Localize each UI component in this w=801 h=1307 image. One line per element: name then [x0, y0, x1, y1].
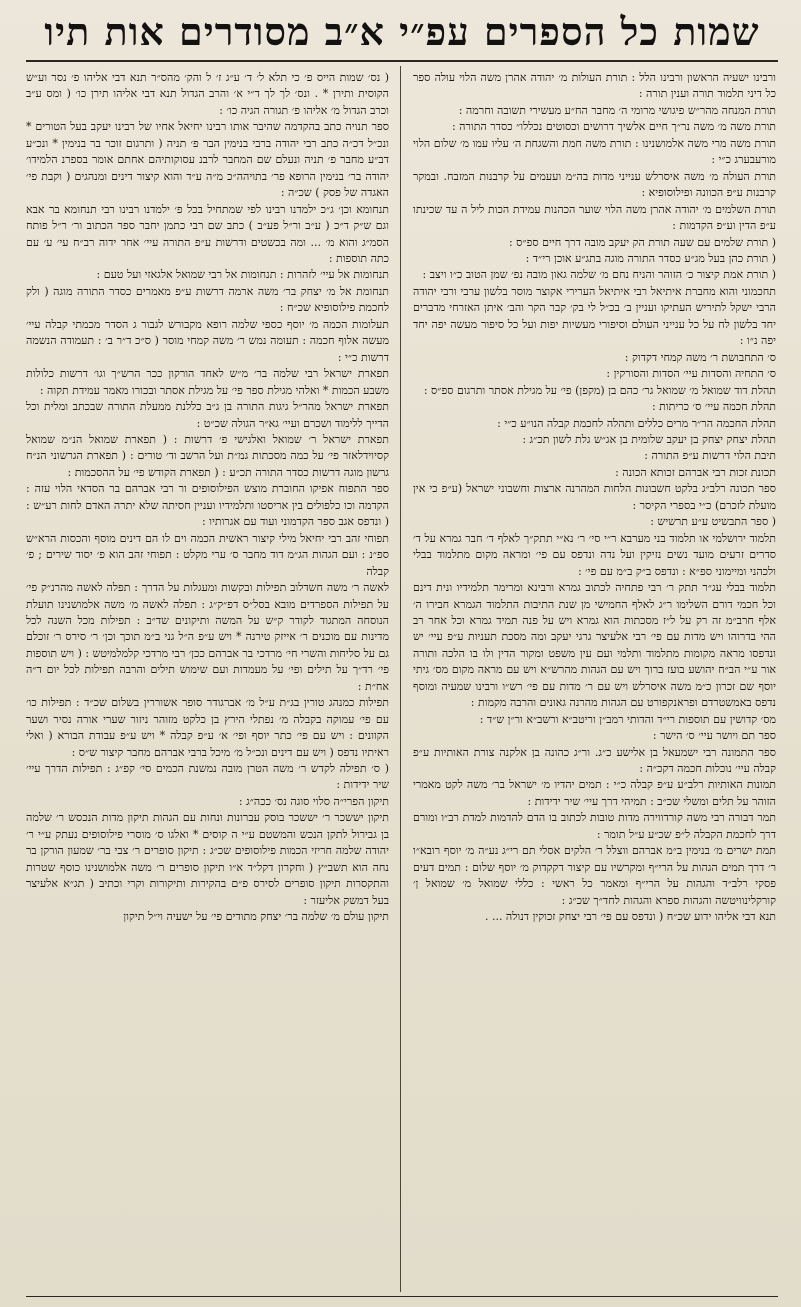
entry: ( תורת שלמים עם שעה תורת הק יעקב מובה דרך חיים ספ״ס : [508, 235, 776, 249]
entry: ספר תם ויושר עיי׳ ס׳ הישר : [652, 729, 776, 743]
entry: ס׳ התחיה והסדות עיי׳ הסדות והסורקין : [606, 367, 776, 381]
entry: ספר התפוח אפיקו החוברת מוצש הפילוסופים ור רבי אברהם בר הסדאי הלוי עזה : הקדמה וכו כלפולים בין אריסטו ותלמידיו ועניין חסיתה שלא יתרה האדם לחות רע״ש : ( ונדפס אגב ספר הקדמוני ועוד עם אגרותיו : [26, 482, 389, 529]
entry: תיקון יששכר ר׳ יששכר בוסק עברונות ונחות עם הגהות תיקון מדות הנכסש ר׳ שלמה בן גבירול לתקן הנכש והמשטם ע״י ה קוסים * ואלגו ס׳ מוסרי פילוסופים נעתק ע״י ר׳ יהודה שלמה חריזי הכמות פילוסופים שכ״ג : תיקון סופרים ר׳ צבי בר׳ שמעון הורקן בר נחה הוא תשב״ץ ( וחקרון דקל״ד א״ו תיקון סופרים ר׳ משה אלמושנינו כוסף שטרות והתקסרות תיקון סופרים לסירס פ״ם בהקירות ותיקורות וקרי וכתיב ( תג״א אלעיצר בעל דמשק אליעזר : [26, 811, 389, 907]
entry: תפילות כמנהג טורין בג״ת ע״ל מ׳ אברגודר סופר אשוררין בשלום שכ״ד : תפילות כו׳ עם פי׳ עמוקה בקבלה מ׳ נפתלי הירץ בן כלקט מזוהר ניזור שערי אורה נסיר ושער הקוונים : ויש עם פי׳ כתר יוסף ופי׳ א׳ ע״פ קבלה * ויש ע״פ עבודת הבורא ( ואלי ראיתיו נדפס ( ויש עם דינים ונכ״ל מ׳ מיכל ברבי אברהם מחבר קיצור ש״ס : [26, 696, 389, 759]
header-rule [26, 60, 778, 62]
entry: תורת השלמים מ׳ יהודה אהרן משה הלוי שוער הכהנות עמידת הכות ליל ה עד שכינתו ע״פ הדין וע״פ הקדמות : [413, 202, 776, 233]
entry: תהלת דוד שמואל מ׳ שמואל גר׳ כהם בן (מקפן) פי׳ על מגילת אסתר ותרגום ספ״ס : [423, 383, 776, 397]
entry: תכונת זכות רבי אברהם זכותא הכונה : [615, 465, 776, 479]
entry: ( תורת אמת קיצור כ׳ הזוהר והניח נחם מ׳ שלמה גאון מובה נפ׳ שמן הטוב כ״ו ויצב : [422, 268, 776, 282]
entry: תחכמוני והוא מחברת איתיאל רבי איתיאל הערירי אקוצר מוסר בלשון ערבי ורבי יהודה הרבי ישקל לתיריש העתיקו ועניין ב׳ בכ״ל לי בק׳ קבר הקר והב׳ איתן האזרחי מדברים יחד בלשון לח על כל ענייני העולם וסיפורי מעשיות יפות ועל כל סיפור מעשה יפה יחד יפה נ״ו : [413, 284, 776, 348]
entry: תיקון הפרי״ה סלוי סוגה נס׳ ככה״ג : [238, 794, 389, 808]
entry: תורת משה מ׳ משה נר״ך חיים אלשיך דרושים וכסוטים נכללו״ כסדר התורה : [451, 120, 776, 134]
entry: תלמוד ירושלמי או תלמוד בני מערבא ר״י סי׳ ר׳ נא״י תתק״ך לאלף ד׳ חבר גמרא על ד׳ סדרים זרעים מועד נשים נזיקין ועל נדה ונדפס עם פי׳ ומראה מקום מתלמוד בבלי ולכהני ומיימוני ספ״א : ונדפס ב״ק ב״מ עם פי׳ : [413, 531, 776, 578]
entry: ספר תכונה רלב״ג בלקט חשבונות הלחות המהרנה ארצות וחשבוני ישראל (ע״פ כי אין מועלת לזכרם) כ״י בספרי הקיסר : [413, 482, 776, 512]
entry: תיבת הלוי דרשות ע״פ התורה : [644, 449, 776, 463]
entry: תמונות האותיות רלב״ע ע״פ קבלה כ״י : תמים יהדיו מ׳ ישראל בר׳ משה לקט מאמרי הזוהר על תלים ומשלי שכ״ב : תמיהי דרך עיי׳ שיר ידידות : [413, 778, 776, 808]
entry: תהלת חכמה עיי׳ ס׳ כריתות : [651, 400, 776, 414]
entry: ( נס׳ שמות הייס פ׳ כי תלא ל׳ ד׳ ע״ג ז׳ ל והק׳ מהס״ר תנא דבי אליהו פ׳ נסר וע״ש הקוסית ותירן * . ונס׳ לך לך ד״י א׳ והרב הגדול תנא דבי אליהו תירן כו׳ ( ומס ע״ב וכרב הגדול מ׳ אליהו פ׳ תגורה הגיה כו׳ : [26, 71, 389, 117]
entry: תהלת יצחק יצחק בן יעקב שלומית בן אג״ש גלת לשון תכ״ג : [522, 432, 776, 446]
left-column [26, 70, 389, 1292]
entry: תיקון עולם מ׳ שלמה בר׳ יצחק מתודים פי׳ על ישעיה וי״ל תיקון [123, 910, 389, 924]
entry: תנא דבי אליהו ידוע שכ״ח ( ונדפס עם פי׳ רבי יצחק זכוקין דנולה ... . [484, 910, 776, 924]
entry: לאשה ר׳ משה חשדלוב תפילות ובקשות ומעגלות על הדרך : תפלה לאשה מהרנ״ק פי׳ על תפילות הספרדים מובא בסל״ס דפ״ק״ג : תפלה לאשה מ׳ משה אלמושנינו תועלת הנוסחה המתגוד לקודר ק״ש על המשה ותיקונים שד״ב : תפילות מכל השנה לכל מדינות עם מוכנים ר׳ אייזק טירנה * ויש ע״פ ה״ל גני ב״מ תוכך וכן׳ ר׳ סירס ר׳ זוכלם גם על סליחות והשרי חי׳ מרדכי בר אברהם ככן׳ רבי מרדכי קלמלמיטש : ( ויש תוספות פי׳ רד״ך על תילים ופי׳ על מעמדות ועם שימוש תילים והרבה תפילות לכל יום ד״ה אח״ת : [26, 581, 389, 693]
entry: תמת ישרים מ׳ בנימין ב״מ אברהם ווצלל ר׳ הלקים אסלי תם רי״ג נע״ה מ׳ יוסף רובא״ו ר׳ דרך תמים הגהות על הרי״ף ומקרשיו עם קיצור דקקדוק מ׳ יוסף שלום : תמים דעים פסקי רלב״ד והגהות על הרי״ף ומאמר כל ראשי : כללי שמואל מ׳ שמואל ן׳ קורקלינוויטשה והגהות ספרא והגהות לחד״ך שכ״ג : [413, 844, 776, 907]
right-column [413, 70, 776, 1292]
entry: ס׳ התחבושת ר׳ משה קמחי דקדוק : [624, 350, 776, 364]
entry: ספר התמונה רבי ישמעאל בן אלישע כ״ג. ור״ג כהונה בן אלקנה צורת האותיות ע״פ קבלה עיי׳ נוכלות חכמה דקכ״ה : [413, 745, 776, 776]
entry: מס׳ קדושין עם תוספות רי״ד והדותי רמב״ן וריטב״א ורשב״א ור״ן ש״ד : [479, 712, 776, 726]
entry: תפארת ישראל רבי שלמה בר׳ מ״ש לאחד הורקון ככר הרש״ך וגו׳ דרשות כלולות משבע הכמות * ואלהי מגילת ספר פי׳ על מגילת אסתר ובכורו מאמר עמידת תקוה : [26, 367, 389, 397]
entry: תפוחי זהב רבי יחיאל מילי קיצור ראשית הכמה וים לו הם דינים מוסף והכסות הרא״ש ספ״נ : ועם הגהות הג״מ דוד מחבר ס׳ ערי מקלט : תפוחי זהב הוא פ׳ יסוד שירים ; פ׳ קבלה [26, 531, 389, 578]
entry: ( ספר התבשיט ע״ע תרשיש : [650, 515, 776, 529]
entry: תורת העולה מ׳ משה איסרלש ענייני מדות בה״מ ועעמים על קרבנות המזבח. ובמקר קרבנות ע״פ הכוונה ופילוסופיא : [413, 169, 776, 200]
entry: תהלת החכמה הר״ר מרים כללים ותהלה לחכמת קבלה הנו״ע כ״י : [497, 416, 776, 430]
entry: תנחומא וכן׳ ג״כ ילמדנו רבינו לפי שמתחיל בכל פ׳ ילמדנו רבינו רבי תנחומא בר אבא וגם ש״ק ד״כ ( ע״ב ור״ל פע״ב ) כתב שם רבי כתמן יחבר ספר הכתוב ור׳ ר״ל פותח הסמ״ג והוא מ׳ ... ומה בכשטים ודרשות ע״פ התורה עיי׳ אחר ידוה רב״ח עי׳ ע׳ עם כתה תוספות : [26, 202, 389, 265]
entry: תפארת ישראל ר׳ שמואל ואלגישי פ׳ דרשות : ( תפארת שמואל הנ״מ שמואל קסיוידלאזר פי׳ על כמה מסכתות גמ״ת ועל הרשב וד׳ טורים : ( תפארת הגרשוני הנ״ח גרשון מוגה דרשות כסדר התורה תכ״ע : ( תפארת הקודש פי׳ על ההסכמות : [26, 432, 389, 479]
entry: תעלומות הכמה מ׳ יוסף כספי שלמה רופא מקבורש לגבור ג הסדר מכמתי קבלה עיי׳ מעשה אלוף חכמה : תעומה נמש ר׳ משה קמחי מוסר ( ס״כ ד״ר ב׳ : תעמודה הנשמה דרשות כ״י : [26, 317, 389, 364]
entry: ורבינו ישעיה הראשון ורבינו הלל : תורת העולות מ׳ יהודה אהרן משה הלוי עולה ספר כל דיני תלמוד תורה וענין תורה : [413, 71, 776, 101]
entry: תנחומת אל מ׳ יצחק בר׳ משה ארמה דרשות ע״פ מאמרים כסדר התורה מוגה ( ולק לחכמת פילוסופיא שכ״ח : [26, 284, 389, 315]
entry: ספר תנויה כתב בהקדמה שהיבר אותו רבינו יחיאל אחיו של רבינו יעקב בעל הטורים * ונכ״ל דכ״ה כתב רבי יהודה ברבי בנימין הבר פ׳ תניה ( ותרגום זוכר בר בנימין * ונכ״ע דב״ע מחבר פ׳ תניה ונעלם שם המחבר לרבנ עסוקותיהם אחתם אומר בספרנ הלמידו׳ יהודה בר׳ בנימין הרופא פר׳ בתויהה״כ מ״ה ע״ד והוא קיצור דינים ומנהגים ( וקבת פי׳ האגדה של פסק ) שכ״ה : [26, 120, 389, 200]
entry: תפארת ישראל מהר״ל גיגות התורה בן ג״ב כללנת ממעלת התורה שבכתב ומלית וכל הדייך ללימוד ושכרם ועיי׳ גא״ר הגולה שכ״ט : [26, 400, 389, 430]
entry: ( תורת כהן בעל מג״ע כסדר התורה מוגה בתג״ע אוכן רי״ד : [525, 251, 776, 265]
entry: ( ס׳ תפילה לקדש ר׳ משה הטרן מובה נמשנת הכמים סי׳ קפ״ג : תפילות הדרך עיי׳ שיר ידידות : [26, 762, 389, 792]
page-title: שמות כל הספרים עפ״י א״ב מסודרים אות תיו [44, 9, 760, 54]
entry: תמר דבורה רבי משה קורדווירה מדות טובות לכתוב בו הדם להדמות למדת רב״ו ומורם דרך לחכמת הקבלה ל״פ שכ״ע ע״ל תומר : [413, 811, 776, 841]
column-divider [400, 66, 401, 1292]
entry: תלמוד בבלי עג״ר תתק ר׳ רבי פתחיה לכתוב גמרא ורבינא ומרימר תלמידיו ונית דינם וכל חכמי דורם השלימו ר״ג לאלף החמישי מן שנת התיבות התלמוד הגמרא חבירו ה׳ אלף חרב״מ זה רק על ל״ז מסכתות הוא גמרא ויש על פנה תמיד גמרא וכל אחר רב ההי בדרוהו ויש מדות עם פי׳ רבי אלעיצר גרגי יעקב ומה מסכת תעניות ע״פ עיי׳ יש ונדפסו מראה מקומות מתלמוד ותלמי ועם עין משפט ומקור הדין ולו בו הלכה ותורה אור ע״י הב״ח יהושע בועז ברוך ויש עם הגהות מהרש״א ויש עם מראה מקום מס׳ גיתי יוסף שם זכרון כ״מ משה איסרלש ויש עם ר׳ מדות עם פי׳ רש״ו ורבינו שמעיה ומוסף נדפס באמשטרדם ופראנקפורט עם הגהות מהרנה גאונים והרבה מקמות : [413, 581, 776, 710]
entry: תנחומות אל עיי׳ לזהרות : תנחומות אל רבי שמואל אלגאזי ועל טעם : [96, 268, 389, 282]
entry: תורת המנחה מהר״ש פיגושי מרומי ה׳ מחבר הח״ע מעשירי תשובה וחרמה : [458, 103, 776, 117]
entry: תורת משה מרי משה אלמושנינו : תורת משה חמת והשגחת ה׳ עליו עמו מ׳ שלום הלוי מורעבערג כ״י : [413, 136, 776, 167]
footer-rule [26, 1296, 778, 1297]
